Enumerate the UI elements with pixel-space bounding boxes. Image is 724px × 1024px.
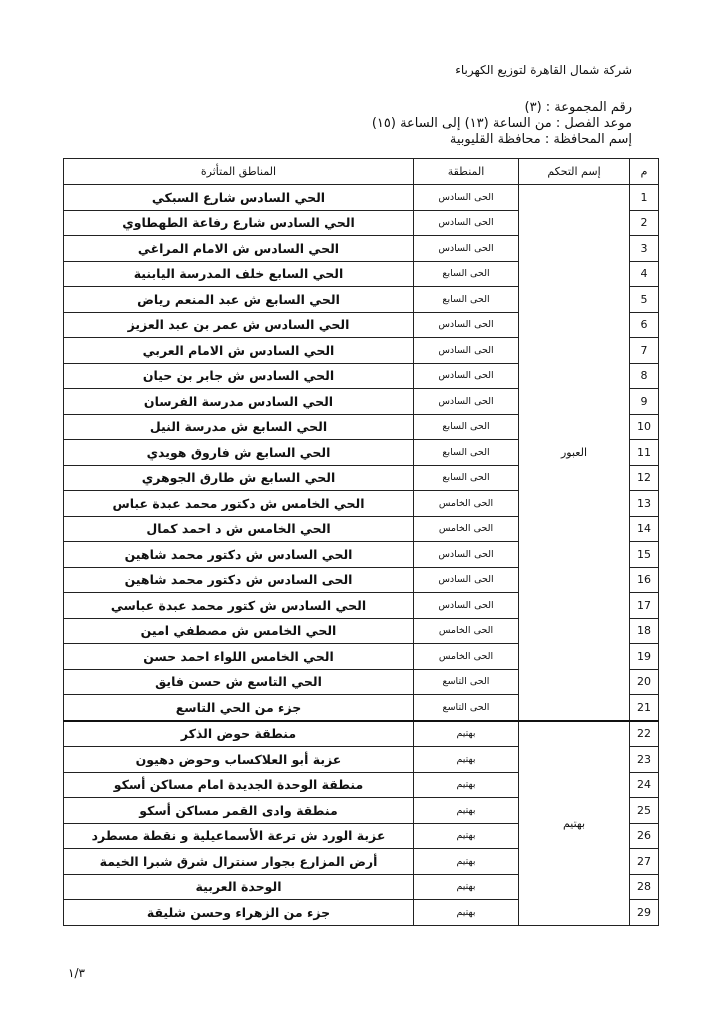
- row-number: 17: [630, 593, 659, 619]
- region-cell: الحى التاسع: [414, 669, 519, 695]
- region-cell: الحى السادس: [414, 567, 519, 593]
- table-header-row: [64, 159, 659, 185]
- header-num: م: [630, 159, 659, 185]
- affected-area-cell: أرض المزارع بجوار سنترال شرق شبرا الخيمة: [64, 849, 414, 875]
- row-number: 16: [630, 567, 659, 593]
- row-number: 26: [630, 823, 659, 849]
- affected-area-cell: الحي الخامس اللواء احمد حسن: [64, 644, 414, 670]
- row-number: 27: [630, 849, 659, 875]
- row-number: 5: [630, 287, 659, 313]
- affected-area-cell: الحي السابع ش عبد المنعم رياض: [64, 287, 414, 313]
- affected-area-cell: الحي السادس ش جابر بن حيان: [64, 363, 414, 389]
- affected-area-cell: الحي السادس ش الامام المراغي: [64, 236, 414, 262]
- region-cell: الحى السادس: [414, 389, 519, 415]
- document-meta: [372, 100, 632, 148]
- region-cell: بهتيم: [414, 823, 519, 849]
- page-number: ١/٣: [68, 966, 85, 980]
- region-cell: الحى السادس: [414, 312, 519, 338]
- row-number: 29: [630, 900, 659, 926]
- region-cell: بهتيم: [414, 747, 519, 773]
- row-number: 10: [630, 414, 659, 440]
- row-number: 19: [630, 644, 659, 670]
- affected-area-cell: الحي الخامس ش مصطفي امين: [64, 618, 414, 644]
- row-number: 6: [630, 312, 659, 338]
- affected-area-cell: الحي السادس مدرسة الفرسان: [64, 389, 414, 415]
- row-number: 22: [630, 721, 659, 747]
- row-number: 20: [630, 669, 659, 695]
- affected-area-cell: الحي السادس ش كتور محمد عبدة عباسي: [64, 593, 414, 619]
- cut-time: موعد الفصل : من الساعة (١٣) إلى الساعة (١٥): [371, 116, 632, 131]
- affected-area-cell: الوحدة العربية: [64, 874, 414, 900]
- row-number: 23: [630, 747, 659, 773]
- affected-area-cell: الحى السادس ش دكتور محمد شاهين: [64, 567, 414, 593]
- affected-area-cell: الحي الخامس ش دكتور محمد عبدة عباس: [64, 491, 414, 517]
- row-number: 15: [630, 542, 659, 568]
- affected-area-cell: جزء من الزهراء وحسن شليقة: [64, 900, 414, 926]
- affected-area-cell: الحي السادس ش الامام العربي: [64, 338, 414, 364]
- row-number: 3: [630, 236, 659, 262]
- region-cell: الحى السادس: [414, 185, 519, 211]
- header-control: إسم التحكم: [519, 159, 630, 185]
- row-number: 12: [630, 465, 659, 491]
- region-cell: الحى الخامس: [414, 516, 519, 542]
- affected-area-cell: الحي السابع خلف المدرسة اليابنية: [64, 261, 414, 287]
- row-number: 4: [630, 261, 659, 287]
- region-cell: الحى السابع: [414, 261, 519, 287]
- row-number: 11: [630, 440, 659, 466]
- affected-area-cell: الحي الخامس ش د احمد كمال: [64, 516, 414, 542]
- region-cell: الحى السادس: [414, 363, 519, 389]
- region-cell: الحى السابع: [414, 440, 519, 466]
- affected-area-cell: منطقة الوحدة الجديدة امام مساكن أسكو: [64, 772, 414, 798]
- affected-area-cell: جزء من الحي التاسع: [64, 695, 414, 721]
- group-number: رقم المجموعة : (٣): [524, 100, 632, 115]
- region-cell: بهتيم: [414, 849, 519, 875]
- affected-area-cell: عزبة الورد ش ترعة الأسماعيلية و نقطة مسطرد: [64, 823, 414, 849]
- region-cell: الحى السابع: [414, 287, 519, 313]
- region-cell: الحى السادس: [414, 542, 519, 568]
- region-cell: الحى السادس: [414, 236, 519, 262]
- row-number: 13: [630, 491, 659, 517]
- row-number: 24: [630, 772, 659, 798]
- affected-area-cell: الحي السادس شارع السبكي: [64, 185, 414, 211]
- control-name: العبور: [519, 185, 630, 721]
- row-number: 1: [630, 185, 659, 211]
- header-region: المنطقة: [414, 159, 519, 185]
- row-number: 7: [630, 338, 659, 364]
- region-cell: بهتيم: [414, 772, 519, 798]
- affected-areas-table: [63, 158, 659, 926]
- affected-area-cell: عزبة أبو العلاكساب وحوض دهيون: [64, 747, 414, 773]
- affected-area-cell: الحي السابع ش مدرسة النيل: [64, 414, 414, 440]
- region-cell: الحى الخامس: [414, 644, 519, 670]
- governorate: إسم المحافظة : محافظة القليوبية: [449, 132, 632, 147]
- region-cell: الحى السادس: [414, 210, 519, 236]
- row-number: 21: [630, 695, 659, 721]
- region-cell: بهتيم: [414, 721, 519, 747]
- region-cell: الحى السابع: [414, 414, 519, 440]
- affected-area-cell: الحي السابع ش طارق الجوهري: [64, 465, 414, 491]
- table-body: [64, 185, 659, 926]
- affected-area-cell: الحي السادس شارع رفاعة الطهطاوي: [64, 210, 414, 236]
- affected-area-cell: الحي التاسع ش حسن فايق: [64, 669, 414, 695]
- region-cell: الحى السادس: [414, 593, 519, 619]
- header-areas: المناطق المتأثرة: [64, 159, 414, 185]
- region-cell: الحى الخامس: [414, 618, 519, 644]
- row-number: 2: [630, 210, 659, 236]
- region-cell: الحى السادس: [414, 338, 519, 364]
- region-cell: الحى الخامس: [414, 491, 519, 517]
- region-cell: بهتيم: [414, 798, 519, 824]
- affected-area-cell: الحي السادس ش عمر بن عبد العزيز: [64, 312, 414, 338]
- table-row: [64, 185, 659, 211]
- region-cell: الحى التاسع: [414, 695, 519, 721]
- row-number: 25: [630, 798, 659, 824]
- region-cell: بهتيم: [414, 874, 519, 900]
- row-number: 9: [630, 389, 659, 415]
- region-cell: بهتيم: [414, 900, 519, 926]
- affected-area-cell: منطقة وادى القمر مساكن أسكو: [64, 798, 414, 824]
- affected-area-cell: منطقة حوض الذكر: [64, 721, 414, 747]
- company-name: شركة شمال القاهرة لتوزيع الكهرباء: [455, 63, 632, 77]
- row-number: 8: [630, 363, 659, 389]
- table-row: [64, 721, 659, 747]
- row-number: 18: [630, 618, 659, 644]
- row-number: 28: [630, 874, 659, 900]
- row-number: 14: [630, 516, 659, 542]
- region-cell: الحى السابع: [414, 465, 519, 491]
- affected-area-cell: الحي السابع ش فاروق هويدي: [64, 440, 414, 466]
- affected-area-cell: الحي السادس ش دكتور محمد شاهين: [64, 542, 414, 568]
- control-name: بهتيم: [519, 721, 630, 926]
